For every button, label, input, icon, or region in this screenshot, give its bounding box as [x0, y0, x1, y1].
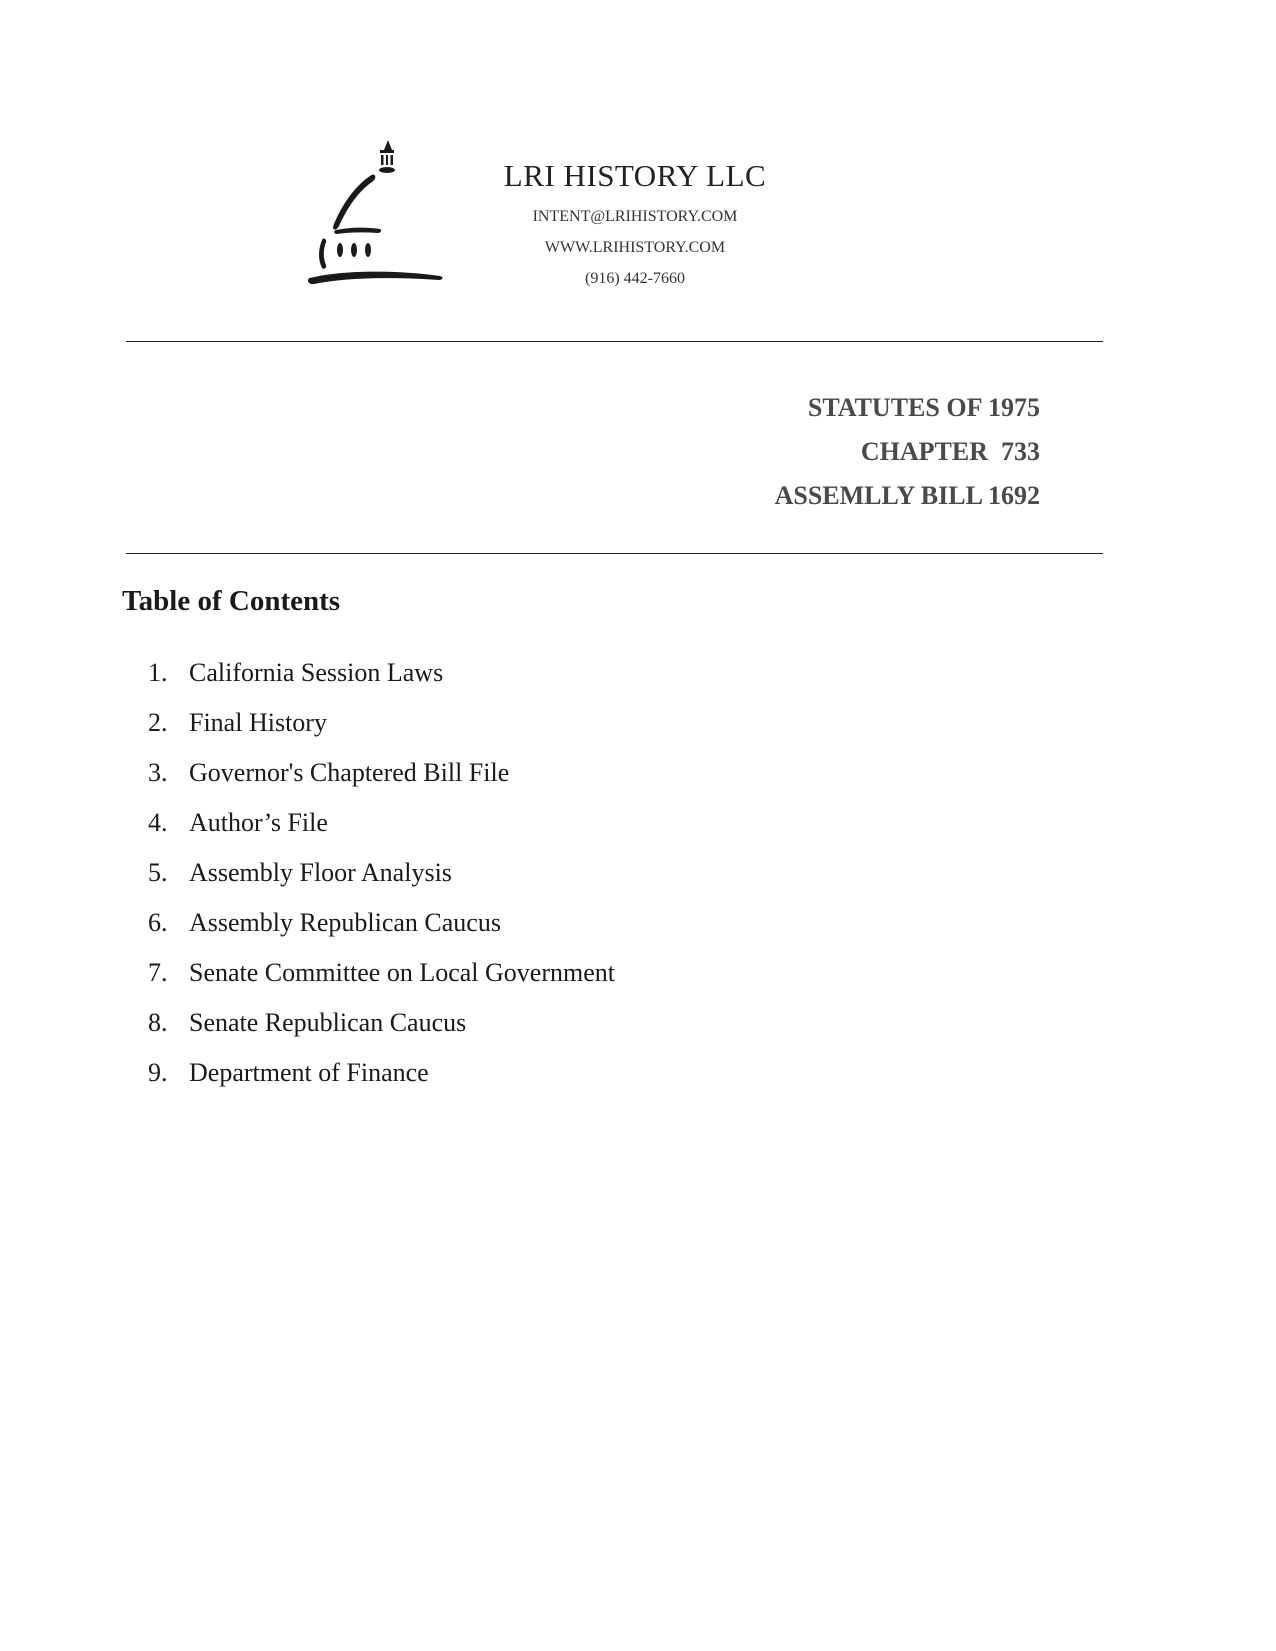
statute-bill: ASSEMLLY BILL 1692	[774, 481, 1040, 510]
toc-item	[148, 848, 615, 898]
toc-item-label: Department of Finance	[189, 1058, 429, 1087]
toc-item-number: 2.	[148, 708, 168, 737]
company-name: LRI HISTORY LLC	[503, 158, 767, 193]
toc-item-number: 9.	[148, 1058, 168, 1087]
toc-item-number: 3.	[148, 758, 168, 787]
toc-item-label: Final History	[189, 708, 327, 737]
statute-block	[775, 386, 1040, 518]
toc-item-number: 1.	[148, 658, 168, 687]
toc-item-number: 8.	[148, 1008, 168, 1037]
toc-item-number: 6.	[148, 908, 168, 937]
company-website: WWW.LRIHISTORY.COM	[544, 239, 726, 256]
toc-item	[148, 698, 615, 748]
toc-list	[148, 648, 615, 1098]
toc-item-label: Assembly Republican Caucus	[189, 908, 501, 937]
toc-item	[148, 898, 615, 948]
capitol-dome-icon	[308, 138, 448, 294]
toc-item	[148, 748, 615, 798]
toc-item-label: Assembly Floor Analysis	[189, 858, 452, 887]
toc-item-number: 7.	[148, 958, 168, 987]
company-phone: (916) 442-7660	[585, 270, 685, 287]
toc-item	[148, 948, 615, 998]
toc-item	[148, 998, 615, 1048]
bottom-divider	[126, 553, 1103, 554]
toc-item	[148, 1048, 615, 1098]
toc-item-label: Senate Committee on Local Government	[189, 958, 615, 987]
toc-item-label: Author’s File	[189, 808, 328, 837]
company-email: INTENT@LRIHISTORY.COM	[532, 208, 738, 225]
toc-item-number: 5.	[148, 858, 168, 887]
toc-item-label: Senate Republican Caucus	[189, 1008, 467, 1037]
company-info	[440, 160, 830, 294]
toc-item-label: California Session Laws	[189, 658, 444, 687]
toc-item-number: 4.	[148, 808, 168, 837]
toc-item	[148, 798, 615, 848]
toc-title: Table of Contents	[122, 585, 341, 617]
top-divider	[126, 341, 1103, 342]
toc-item	[148, 648, 615, 698]
statute-chapter: CHAPTER 733	[860, 437, 1040, 466]
toc-item-label: Governor's Chaptered Bill File	[189, 758, 510, 787]
statute-year: STATUTES OF 1975	[807, 393, 1040, 422]
